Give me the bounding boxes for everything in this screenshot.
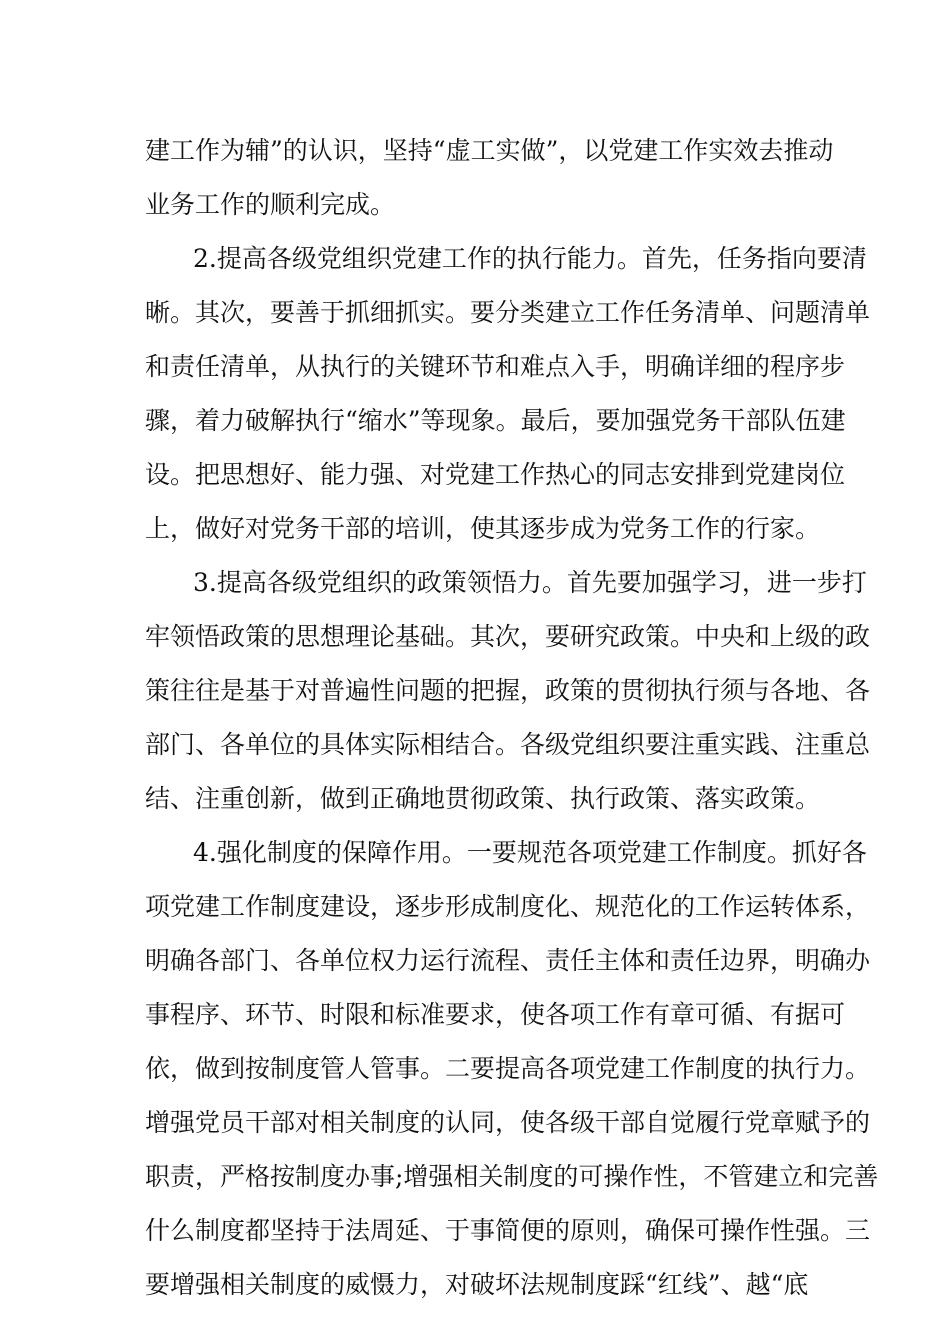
text-line: 设。把思想好、能力强、对党建工作热心的同志安排到党建岗位 bbox=[145, 460, 846, 489]
text-line: 什么制度都坚持于法周延、于事简便的原则，确保可操作性强。三 bbox=[145, 1216, 871, 1245]
text-line: 骤，着力破解执行“缩水”等现象。最后，要加强党务干部队伍建 bbox=[145, 406, 846, 435]
text-line: 晰。其次，要善于抓细抓实。要分类建立工作任务清单、问题清单 bbox=[145, 298, 871, 327]
paragraph-first-line: 2.提高各级党组织党建工作的执行能力。首先，任务指向要清 bbox=[193, 244, 867, 273]
text-line: 明确各部门、各单位权力运行流程、责任主体和责任边界，明确办 bbox=[145, 946, 871, 975]
text-line: 依，做到按制度管人管事。二要提高各项党建工作制度的执行力。 bbox=[145, 1054, 871, 1083]
text-line: 职责，严格按制度办事;增强相关制度的可操作性，不管建立和完善 bbox=[145, 1162, 879, 1191]
text-line: 和责任清单，从执行的关键环节和难点入手，明确详细的程序步 bbox=[145, 352, 846, 381]
text-line: 牢领悟政策的思想理论基础。其次，要研究政策。中央和上级的政 bbox=[145, 622, 871, 651]
text-line: 建工作为辅”的认识，坚持“虚工实做”，以党建工作实效去推动 bbox=[145, 136, 834, 165]
text-line: 结、注重创新，做到正确地贯彻政策、执行政策、落实政策。 bbox=[145, 784, 821, 813]
text-line: 事程序、环节、时限和标准要求，使各项工作有章可循、有据可 bbox=[145, 1000, 846, 1029]
text-line: 增强党员干部对相关制度的认同，使各级干部自觉履行党章赋予的 bbox=[145, 1108, 871, 1137]
paragraph-first-line: 3.提高各级党组织的政策领悟力。首先要加强学习，进一步打 bbox=[193, 568, 867, 597]
text-line: 项党建工作制度建设，逐步形成制度化、规范化的工作运转体系， bbox=[145, 892, 871, 921]
text-line: 部门、各单位的具体实际相结合。各级党组织要注重实践、注重总 bbox=[145, 730, 871, 759]
text-line: 上，做好对党务干部的培训，使其逐步成为党务工作的行家。 bbox=[145, 514, 821, 543]
paragraph-first-line: 4.强化制度的保障作用。一要规范各项党建工作制度。抓好各 bbox=[193, 838, 867, 867]
text-line: 策往往是基于对普遍性问题的把握，政策的贯彻执行须与各地、各 bbox=[145, 676, 871, 705]
text-line: 要增强相关制度的威慑力，对破坏法规制度踩“红线”、越“底 bbox=[145, 1270, 809, 1299]
text-line: 业务工作的顺利完成。 bbox=[145, 190, 396, 219]
